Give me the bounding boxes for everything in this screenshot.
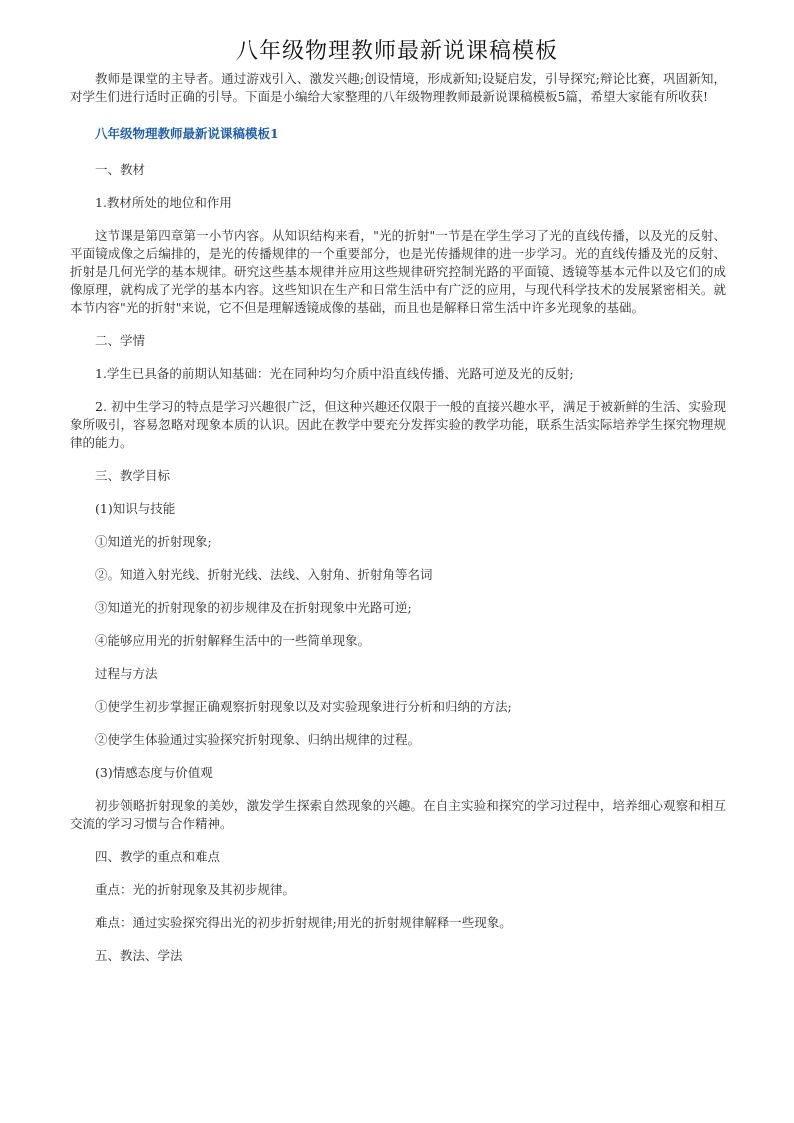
list-item-objective-4: ④能够应用光的折射解释生活中的一些简单现象。	[95, 633, 371, 648]
paragraph-prior-knowledge: 1.学生已具备的前期认知基础：光在同种均匀介质中沿直线传播、光路可逆及光的反射;	[95, 366, 574, 381]
list-item-objective-1: ①知道光的折射现象;	[95, 534, 212, 549]
heading-student-situation: 二、学情	[95, 333, 146, 348]
subheading-status-and-role: 1.教材所处的地位和作用	[95, 195, 232, 210]
subheading-knowledge-skills: (1)知识与技能	[95, 501, 176, 516]
heading-teaching-material: 一、教材	[95, 162, 146, 177]
subheading-process-method: 过程与方法	[95, 666, 158, 681]
intro-paragraph: 教师是课堂的主导者。通过游戏引入、激发兴趣;创设情境，形成新知;设疑启发，引导探究;辩论比赛，巩固新知，对学生们进行适时正确的引导。下面是小编给大家整理的八年级物理教师最新说课稿模板5篇，希望大家能有所收获!	[70, 71, 726, 104]
document-body	[70, 70, 726, 980]
paragraph-material-analysis: 这节课是第四章第一小节内容。从知识结构来看，"光的折射"一节是在学生学习了光的直线传播，以及光的反射、平面镜成像之后编排的，是光的传播规律的一个重要部分，也是光传播规律的进一步学习。光的直线传播及光的反射、折射是几何光学的基本规律。研究这些基本规律并应用这些规律研究控制光路的平面镜、透镜等基本元件以及它们的成像原理，就构成了光学的基本内容。这些知识在生产和日常生活中有广泛的应用，与现代科学技术的发展紧密相关。就本节内容"光的折射"来说，它不但是理解透镜成像的基础，而且也是解释日常生活中许多光现象的基础。	[70, 228, 726, 315]
heading-teaching-objectives: 三、教学目标	[95, 468, 171, 483]
heading-key-difficult-points: 四、教学的重点和难点	[95, 849, 221, 864]
heading-teaching-learning-methods: 五、教法、学法	[95, 948, 183, 963]
paragraph-key-point: 重点：光的折射现象及其初步规律。	[95, 882, 296, 897]
list-item-process-2: ②使学生体验通过实验探究折射现象、归纳出规律的过程。	[95, 732, 421, 747]
paragraph-emotion-values: 初步领略折射现象的美妙，激发学生探索自然现象的兴趣。在自主实验和探究的学习过程中，培养细心观察和相互交流的学习习惯与合作精神。	[70, 798, 726, 831]
list-item-process-1: ①使学生初步掌握正确观察折射现象以及对实验现象进行分析和归纳的方法;	[95, 699, 512, 714]
document-title: 八年级物理教师最新说课稿模板	[235, 39, 558, 64]
subheading-emotion-values: (3)情感态度与价值观	[95, 765, 213, 780]
list-item-objective-2: ②。知道入射光线、折射光线、法线、入射角、折射角等名词	[95, 567, 433, 582]
section-heading: 八年级物理教师最新说课稿模板1	[95, 126, 279, 141]
list-item-objective-3: ③知道光的折射现象的初步规律及在折射现象中光路可逆;	[95, 600, 412, 615]
paragraph-difficult-point: 难点：通过实验探究得出光的初步折射规律;用光的折射规律解释一些现象。	[95, 915, 512, 930]
paragraph-learning-traits: 2. 初中生学习的特点是学习兴趣很广泛，但这种兴趣还仅限于一般的直接兴趣水平，满足于被新鲜的生活、实验现象所吸引，容易忽略对现象本质的认识。因此在教学中要充分发挥实验的教学功能，联系生活实际培养学生探究物理规律的能力。	[70, 399, 726, 450]
